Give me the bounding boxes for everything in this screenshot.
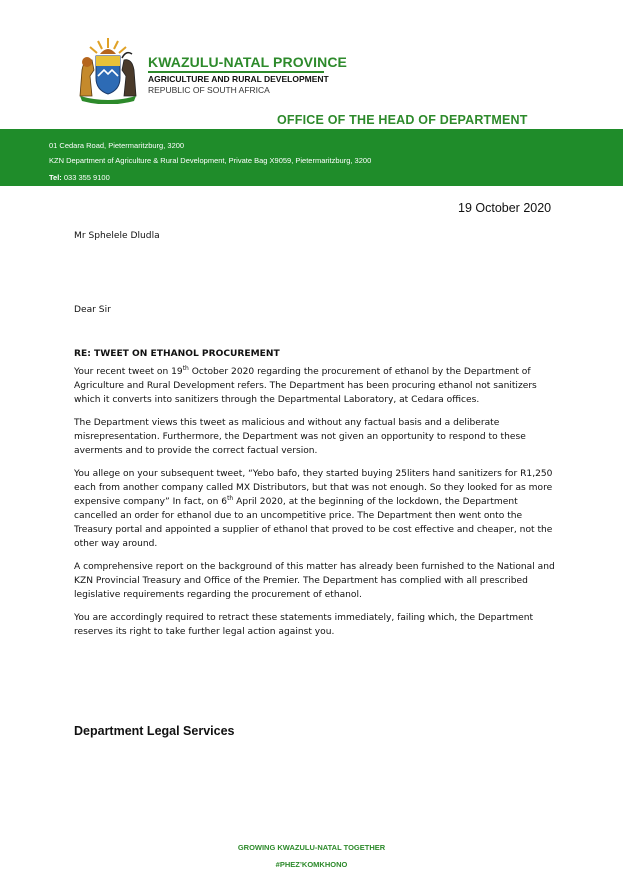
subject-line: RE: TWEET ON ETHANOL PROCUREMENT <box>74 349 280 359</box>
coat-of-arms-icon <box>74 36 142 104</box>
department-name: AGRICULTURE AND RURAL DEVELOPMENT <box>148 74 329 84</box>
paragraph-3-part-a: You allege on your subsequent tweet, “Yebo bafo, they started buying 25liters hand sanitizers for R1,250 each from another company called MX Distributors, but that was not enough. So they looked for as more expensive company” In fact, on 6 <box>74 469 553 507</box>
letterhead-rule <box>148 71 324 73</box>
postal-address: KZN Department of Agriculture & Rural Development, Private Bag X9059, Pietermaritzburg, 3200 <box>49 156 372 165</box>
signature: Department Legal Services <box>74 724 235 738</box>
paragraph-1-part-b: October 2020 regarding the procurement of ethanol by the Department of Agriculture and Rural Development refers. The Department has been procuring ethanol not sanitizers which it converts into sanitizers through the Departmental Laboratory, at Cedara offices. <box>74 367 537 405</box>
paragraph-5: You are accordingly required to retract these statements immediately, failing which, the Department reserves its right to take further legal action against you. <box>74 613 534 637</box>
recipient: Mr Sphelele Dludla <box>74 231 160 241</box>
paragraph-3-part-b: April 2020, at the beginning of the lockdown, the Department cancelled an order for ethanol due to an uncompetitive price. The Department then went onto the Treasury portal and appointed a supplier of ethanol that proved to be cost effective and cheaper, not the other way around. <box>74 497 553 549</box>
paragraph-1 <box>74 365 560 407</box>
street-address: 01 Cedara Road, Pietermaritzburg, 3200 <box>49 141 185 150</box>
ordinal-suffix: th <box>227 494 234 502</box>
contact-band <box>0 129 623 186</box>
telephone-number: 033 355 9100 <box>61 173 110 182</box>
paragraph-4: A comprehensive report on the background of this matter has already been furnished to the National and KZN Provincial Treasury and Office of the Premier. The Department has complied with all prescribed legislative requirements regarding the procurement of ethanol. <box>74 562 555 600</box>
paragraph-3 <box>74 467 560 551</box>
province-name: KWAZULU-NATAL PROVINCE <box>148 54 347 70</box>
footer-slogan: GROWING KWAZULU-NATAL TOGETHER <box>237 843 386 852</box>
paragraph-2: The Department views this tweet as malicious and without any factual basis and a deliberate misrepresentation. Furthermore, the Department was not given an opportunity to respond to these averments and to provide the correct factual version. <box>74 418 526 456</box>
telephone-label: Tel: <box>49 173 62 182</box>
country-name: REPUBLIC OF SOUTH AFRICA <box>148 85 270 95</box>
ordinal-suffix: th <box>182 364 189 372</box>
letterhead <box>148 54 347 95</box>
salutation: Dear Sir <box>74 305 111 315</box>
footer-hashtag: #PHEZ’KOMKHONO <box>275 860 348 869</box>
paragraph-1-part-a: Your recent tweet on 19 <box>74 367 183 377</box>
telephone <box>49 173 110 182</box>
letter-body <box>74 229 560 648</box>
office-title: OFFICE OF THE HEAD OF DEPARTMENT <box>277 113 528 127</box>
letter-date: 19 October 2020 <box>458 201 552 215</box>
